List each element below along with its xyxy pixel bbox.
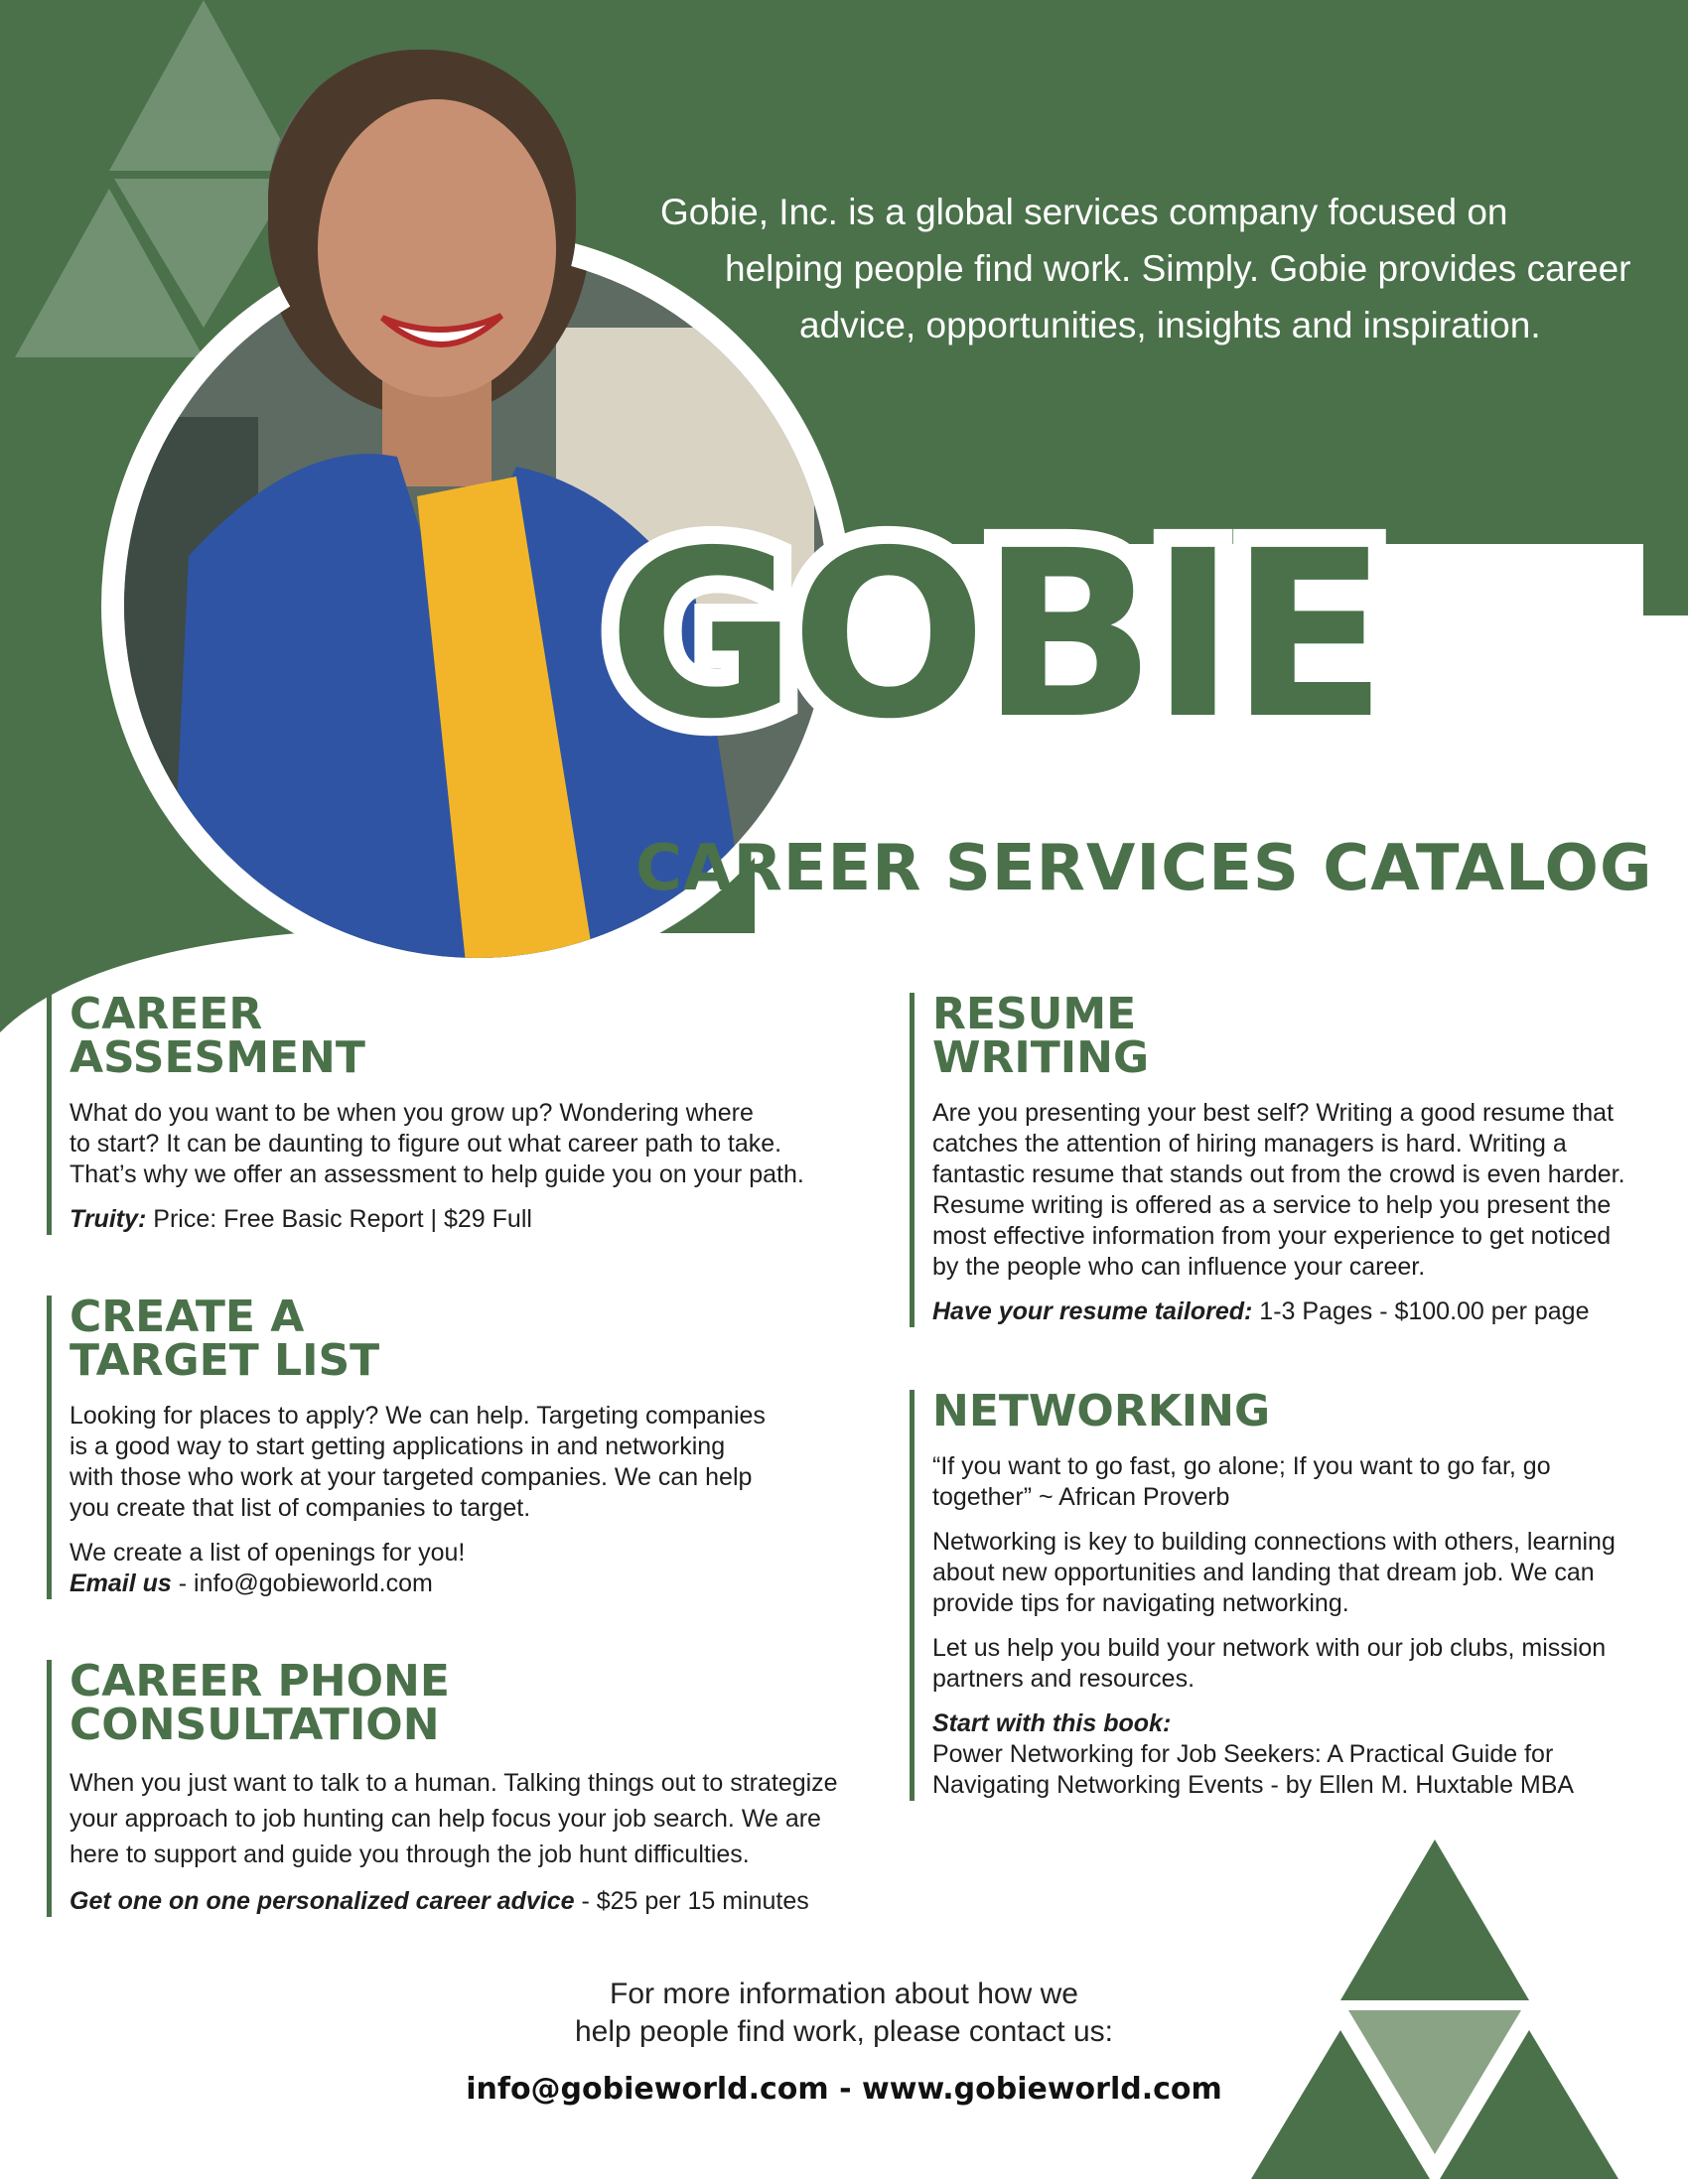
body-line: When you just want to talk to a human. Talking things out to strategize xyxy=(70,1769,838,1797)
section-body xyxy=(70,1765,894,1872)
contact-block xyxy=(70,1538,864,1599)
footer-line: For more information about how we xyxy=(610,1978,1078,2010)
section-title xyxy=(932,989,1687,1083)
price-value: 1-3 Pages - $100.00 per page xyxy=(1252,1297,1590,1325)
body-line: together” ~ African Proverb xyxy=(932,1483,1230,1511)
footer-line: help people find work, please contact us: xyxy=(574,2015,1113,2048)
brand-subtitle: CAREER SERVICES CATALOG xyxy=(635,832,1653,905)
section-phone-consultation xyxy=(47,1656,894,1917)
body-line: Let us help you build your network with our job clubs, mission xyxy=(932,1634,1607,1662)
section-title-line: TARGET LIST xyxy=(70,1335,380,1386)
body-line: to start? It can be daunting to figure out what career path to take. xyxy=(70,1130,782,1158)
section-resume-writing xyxy=(910,989,1687,1327)
book-title-line: Power Networking for Job Seekers: A Practical Guide for xyxy=(932,1740,1554,1768)
body-line: catches the attention of hiring managers is hard. Writing a xyxy=(932,1130,1567,1158)
section-career-assessment xyxy=(47,989,864,1235)
section-target-list xyxy=(47,1292,864,1599)
email-link[interactable]: - info@gobieworld.com xyxy=(171,1570,433,1597)
body-line: provide tips for navigating networking. xyxy=(932,1589,1349,1617)
body-line: you create that list of companies to target. xyxy=(70,1494,531,1522)
intro-line: advice, opportunities, insights and inspiration. xyxy=(799,305,1541,345)
body-line: fantastic resume that stands out from the crowd is even harder. xyxy=(932,1160,1625,1188)
footer-text xyxy=(536,1976,1152,2051)
price-label: Have your resume tailored: xyxy=(932,1297,1253,1325)
body-line: your approach to job hunting can help focus your job search. We are xyxy=(70,1805,821,1833)
intro-line: Gobie, Inc. is a global services company focused on xyxy=(660,192,1508,232)
section-title xyxy=(70,1292,864,1386)
section-title: NETWORKING xyxy=(932,1386,1271,1436)
footer-contact-links[interactable]: info@gobieworld.com - www.gobieworld.com xyxy=(466,2072,1222,2107)
section-body xyxy=(70,1098,864,1190)
section-body xyxy=(932,1098,1687,1283)
price-label: Get one on one personalized career advice xyxy=(70,1887,575,1915)
price-line xyxy=(70,1886,894,1917)
section-networking xyxy=(910,1386,1687,1801)
section-title-line: RESUME xyxy=(932,989,1137,1039)
section-title-line: CONSULTATION xyxy=(70,1700,440,1750)
intro-line: helping people find work. Simply. Gobie provides career xyxy=(725,248,1631,289)
body-line: What do you want to be when you grow up? Wondering where xyxy=(70,1099,754,1127)
section-body xyxy=(932,1527,1687,1619)
body-line: most effective information from your experience to get noticed xyxy=(932,1222,1612,1250)
section-title-line: CAREER xyxy=(70,989,263,1039)
price-label: Truity: xyxy=(70,1205,147,1233)
price-line xyxy=(70,1204,864,1235)
body-line: Looking for places to apply? We can help. Targeting companies xyxy=(70,1402,766,1430)
body-line: here to support and guide you through the job hunt difficulties. xyxy=(70,1841,750,1868)
body-line: Networking is key to building connections with others, learning xyxy=(932,1528,1616,1556)
section-body xyxy=(932,1633,1687,1695)
book-label: Start with this book: xyxy=(932,1709,1172,1737)
section-title-line: ASSESMENT xyxy=(70,1032,365,1083)
body-line: is a good way to start getting applications in and networking xyxy=(70,1433,726,1460)
section-body xyxy=(70,1401,864,1524)
body-line: with those who work at your targeted companies. We can help xyxy=(70,1463,753,1491)
body-line: partners and resources. xyxy=(932,1665,1196,1693)
section-title xyxy=(70,1656,894,1750)
brand-title: GOBIE xyxy=(608,501,1382,769)
body-line: about new opportunities and landing that dream job. We can xyxy=(932,1559,1595,1586)
body-line: Are you presenting your best self? Writing a good resume that xyxy=(932,1099,1615,1127)
price-value: Price: Free Basic Report | $29 Full xyxy=(153,1205,532,1233)
body-line: That’s why we offer an assessment to help guide you on your path. xyxy=(70,1160,804,1188)
section-title-line: WRITING xyxy=(932,1032,1150,1083)
proverb-quote xyxy=(932,1451,1687,1513)
body-line: by the people who can influence your career. xyxy=(932,1253,1426,1281)
target-list-note: We create a list of openings for you! xyxy=(70,1539,466,1567)
book-title-line: Navigating Networking Events - by Ellen M. Huxtable MBA xyxy=(932,1771,1575,1799)
body-line: “If you want to go fast, go alone; If you want to go far, go xyxy=(932,1452,1551,1480)
book-recommendation xyxy=(932,1708,1687,1801)
section-title-line: CAREER PHONE xyxy=(70,1656,450,1706)
section-title-line: CREATE A xyxy=(70,1292,305,1342)
email-label: Email us xyxy=(70,1570,172,1597)
section-title xyxy=(70,989,864,1083)
body-line: Resume writing is offered as a service to help you present the xyxy=(932,1191,1612,1219)
price-line xyxy=(932,1297,1687,1327)
price-value: - $25 per 15 minutes xyxy=(574,1887,809,1915)
intro-text xyxy=(596,184,1678,353)
